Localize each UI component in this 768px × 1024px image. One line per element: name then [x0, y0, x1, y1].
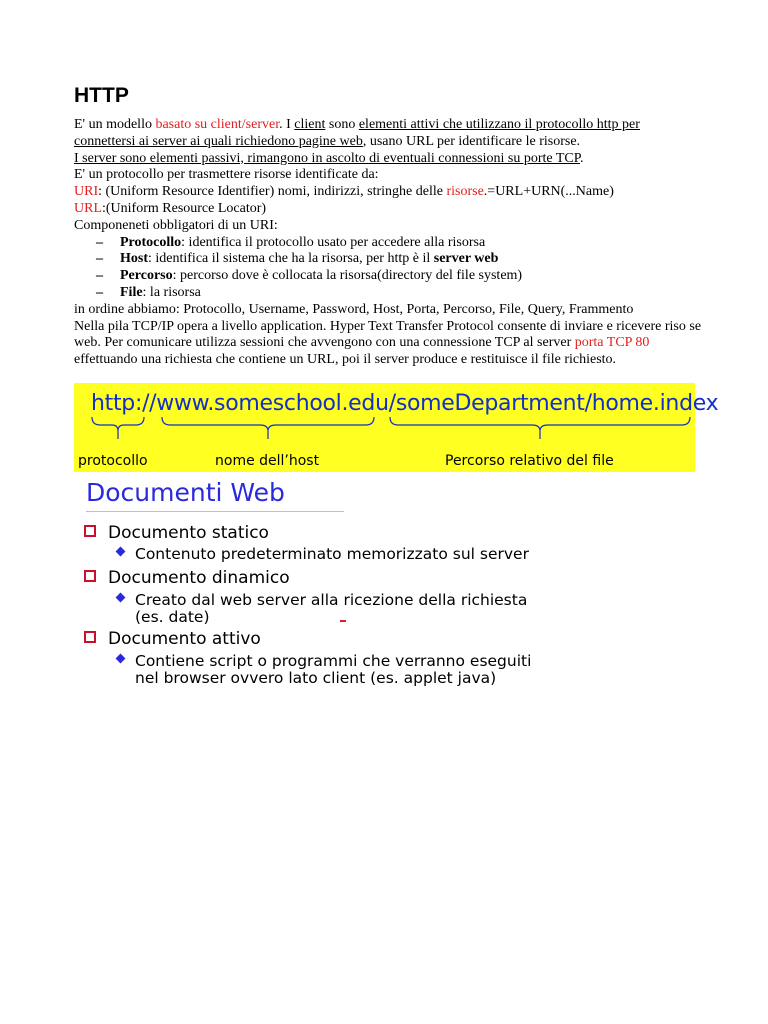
page-title: HTTP [74, 84, 129, 107]
paragraph-client-server [74, 117, 704, 151]
slide-subitem-text: Contenuto predeterminato memorizzato sul server [135, 545, 529, 563]
url-structure-figure [74, 383, 719, 472]
highlight-text: URL [74, 200, 102, 216]
slide-subitem-text: Creato dal web server alla ricezione della richiesta [135, 591, 528, 609]
slide-subitem [135, 545, 529, 563]
list-item [96, 268, 704, 285]
documents-web-slide [74, 476, 695, 696]
square-bullet-icon [84, 631, 96, 643]
list-item-term: Percorso [120, 268, 173, 284]
paragraph-uri [74, 184, 704, 201]
bracket-protocol [92, 417, 144, 431]
text: sono [325, 117, 359, 132]
list-item-term: File [120, 284, 143, 300]
square-bullet-icon [84, 570, 96, 582]
highlight-text: risorse [446, 184, 484, 200]
paragraph-order: in ordine abbiamo: Protocollo, Username, Password, Host, Porta, Percorso, File, Query, Frammento [74, 301, 634, 317]
square-bullet-icon [84, 525, 96, 537]
bracket-host [162, 417, 374, 431]
text: . I [279, 117, 295, 132]
text: , usano URL per identificare le risorse. [362, 133, 581, 149]
text: Nella pila TCP/IP opera a livello application. Hyper Text Transfer Protocol consente di inviare e ricevere riso se web. Per comunicare utilizza sessioni che avvengono con una connessione TCP al server [74, 318, 702, 351]
text: :(Uniform Resource Locator) [102, 200, 267, 216]
list-item-text: : percorso dove è collocata la risorsa(directory del file system) [172, 268, 523, 284]
slide-title: Documenti Web [86, 478, 285, 507]
text: .=URL+URN(...Name) [483, 184, 614, 200]
slide-item-title: Documento dinamico [108, 568, 290, 588]
list-item [96, 235, 704, 252]
slide-subitem [135, 652, 531, 670]
slide-item-title: Documento statico [108, 523, 269, 543]
diamond-bullet-icon [116, 654, 126, 664]
slide-subitem-text: Contiene script o programmi che verranno eseguiti [135, 652, 532, 670]
slide-item-active [108, 629, 261, 649]
diamond-bullet-icon [116, 547, 126, 557]
underlined-text: I server sono elementi passivi, rimangono in ascolto di eventuali connessioni su porte TCP [74, 150, 580, 166]
text: effettuando una richiesta che contiene un URL, poi il server produce e restituisce il file richiesto. [74, 352, 617, 368]
slide-item-static [108, 523, 269, 543]
list-item-term: server web [433, 251, 499, 267]
text: : (Uniform Resource Identifier) nomi, indirizzi, stringhe delle [98, 184, 447, 200]
label-host: nome dell’host [215, 453, 320, 469]
text: . [580, 150, 584, 166]
highlight-text: basato su client/server [155, 117, 280, 132]
slide-item-dynamic [108, 568, 290, 588]
paragraph-components: Componeneti obbligatori di un URI: [74, 217, 278, 233]
paragraph-url [74, 201, 704, 218]
list-item [96, 251, 704, 268]
title-underline [86, 511, 344, 512]
example-url: http://www.someschool.edu/someDepartment/home.index [91, 391, 719, 416]
document-body [74, 117, 704, 369]
bracket-path [390, 417, 690, 431]
list-item-text: : identifica il protocollo usato per accedere alla risorsa [181, 234, 486, 250]
underlined-text: client [294, 117, 326, 132]
component-list [74, 235, 704, 302]
highlight-text: URI [74, 184, 99, 200]
paragraph-protocol: E' un protocollo per trasmettere risorse identificate da: [74, 167, 379, 183]
text: E' un modello [74, 117, 156, 132]
paragraph-tcpip [74, 319, 704, 369]
slide-subitem [135, 591, 527, 609]
list-item-term: Protocollo [120, 234, 182, 250]
list-item-text: : la risorsa [142, 284, 201, 300]
red-mark [340, 620, 346, 622]
slide-subitem-continuation: nel browser ovvero lato client (es. applet java) [135, 669, 497, 687]
slide-item-title: Documento attivo [108, 629, 261, 649]
list-item-term: Host [120, 251, 148, 267]
underlined-text: elementi attivi che utilizzano il protocollo http per connettersi ai server ai quali richiedono pagine web [74, 117, 640, 149]
label-protocol: protocollo [78, 453, 148, 469]
diamond-bullet-icon [116, 593, 126, 603]
list-item-text: : identifica il sistema che ha la risorsa, per http è il [148, 251, 434, 267]
list-item [96, 285, 704, 302]
paragraph-server [74, 151, 704, 168]
label-path: Percorso relativo del file [445, 453, 614, 469]
highlight-text: porta TCP 80 [574, 335, 650, 351]
slide-subitem-continuation: (es. date) [135, 608, 210, 626]
